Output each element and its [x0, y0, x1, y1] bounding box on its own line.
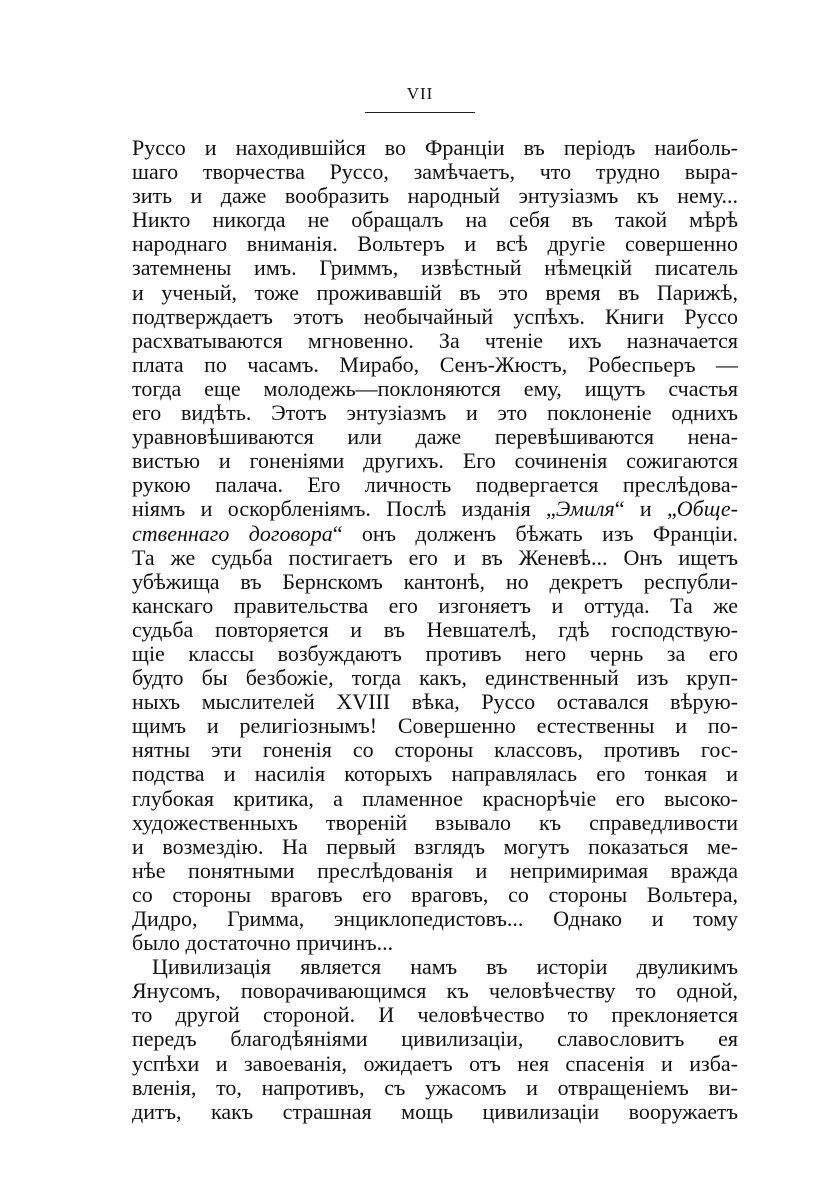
text-line: затемнены имъ. Гриммъ, извѣстный нѣмецкій писатель — [132, 255, 738, 281]
text-line: дитъ, какъ страшная мощь цивилизаціи вооружаетъ — [132, 1098, 738, 1124]
text-line: расхватываются мгновенно. За чтеніе ихъ назначается — [132, 327, 738, 353]
text-line: шаго творчества Руссо, замѣчаетъ, что трудно выра- — [132, 159, 738, 185]
text-line: Никто никогда не обращалъ на себя въ такой мѣрѣ — [132, 207, 738, 233]
text-line: канскаго правительства его изгоняетъ и оттуда. Та же — [132, 592, 738, 618]
text-line: художественныхъ твореній взывало къ справедливости — [132, 809, 738, 835]
text-line: тогда еще молодежь—поклоняются ему, ищутъ счастья — [132, 375, 738, 401]
text-line: и ученый, тоже проживавшій въ это время въ Парижѣ, — [132, 279, 738, 305]
book-title-social-contract: ственнаго договора — [132, 520, 333, 546]
paragraph-end-line: было достаточно причинъ... — [132, 930, 394, 956]
text-line: Руссо и находившійся во Франціи въ періодъ наиболь- — [132, 135, 738, 160]
text-line: глубокая критика, а пламенное краснорѣчіе его высоко- — [132, 785, 738, 811]
body-text — [132, 136, 738, 1124]
text-line: нятны эти гоненія со стороны классовъ, противъ гос- — [132, 737, 738, 763]
page-number: VII — [406, 84, 434, 103]
text-line: вленія, то, напротивъ, съ ужасомъ и отвращеніемъ ви- — [132, 1074, 738, 1100]
text-line: нѣе понятными преслѣдованія и непримиримая вражда — [132, 857, 738, 883]
page-number-rule — [365, 112, 475, 113]
paragraph-first-line: Цивилизація является намъ въ исторіи двуликимъ — [152, 954, 738, 980]
text-line: рукою палача. Его личность подвергается преслѣдова- — [132, 472, 738, 498]
text-line: подтверждаетъ этотъ необычайный успѣхъ. Книги Руссо — [132, 303, 738, 329]
text-line: подства и насилія которыхъ направлялась его тонкая и — [132, 761, 738, 787]
text-line: Дидро, Гримма, энциклопедистовъ... Однако и тому — [132, 906, 738, 931]
line-text: “ онъ долженъ бѣжать изъ Франціи. — [332, 520, 738, 546]
text-line: уравновѣшиваются или даже перевѣшиваются нена- — [132, 424, 738, 450]
text-line: судьба повторяется и въ Невшателѣ, гдѣ господствую- — [132, 616, 738, 642]
text-line: убѣжища въ Бернскомъ кантонѣ, но декретъ республи- — [132, 568, 738, 594]
text-line: Янусомъ, поворачивающимся къ человѣчеству то одной, — [132, 978, 738, 1004]
line-text: “ и „ — [614, 496, 677, 522]
text-line: щіе классы возбуждаютъ противъ него чернь за его — [132, 640, 738, 666]
text-line-with-title — [132, 497, 738, 521]
text-line: то другой стороной. И человѣчество то преклоняется — [132, 1002, 738, 1028]
text-line: плата по часамъ. Мирабо, Сенъ-Жюстъ, Робеспьеръ — — [132, 351, 738, 377]
text-line: успѣхи и завоеванія, ожидаетъ отъ нея спасенія и изба- — [132, 1050, 738, 1076]
text-line: и возмездію. На первый взглядъ могутъ показаться ме- — [132, 833, 738, 859]
text-line: щимъ и религіознымъ! Совершенно естественны и по- — [132, 713, 738, 739]
text-line: народнаго вниманія. Вольтеръ и всѣ другіе совершенно — [132, 231, 738, 257]
text-line: будто бы безбожіе, тогда какъ, единственный изъ круп- — [132, 665, 738, 691]
text-line: передъ благодѣяніями цивилизаціи, славословитъ ея — [132, 1026, 738, 1052]
text-line: зить и даже вообразить народный энтузіазмъ къ нему... — [132, 183, 738, 209]
text-line: Та же судьба постигаетъ его и въ Женевѣ... Онъ ищетъ — [132, 544, 738, 570]
text-line-with-title — [132, 522, 738, 546]
text-line: его видѣть. Этотъ энтузіазмъ и это поклоненіе однихъ — [132, 400, 738, 426]
book-title-emile: Эмиля — [555, 496, 615, 522]
book-title-social-contract: Обще- — [676, 496, 738, 522]
text-line: со стороны враговъ его враговъ, со стороны Вольтера, — [132, 881, 738, 907]
line-text: ніямъ и оскорбленіямъ. Послѣ изданія „ — [132, 496, 556, 522]
text-line: вистью и гоненіями другихъ. Его сочиненія сожигаются — [132, 448, 738, 474]
text-line: ныхъ мыслителей XVIII вѣка, Руссо оставался вѣрую- — [132, 689, 738, 715]
